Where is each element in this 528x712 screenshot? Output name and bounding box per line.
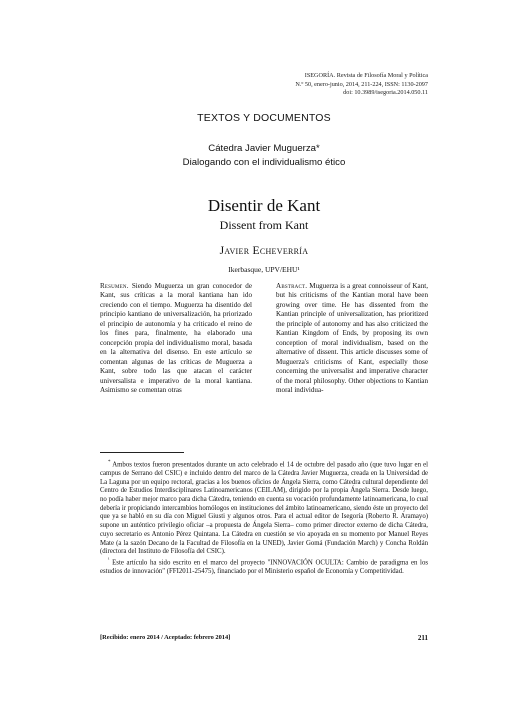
journal-name: ISEGORÍA. Revista de Filosofía Moral y Política xyxy=(304,72,428,79)
journal-issue: N.º 50, enero-junio, 2014, 211-224, ISSN: 1130-2097 xyxy=(295,80,428,88)
abstract-english-text: Muguerza is a great connoisseur of Kant, but his criticisms of the Kantian moral have been growing over time. He has dissented from the Kantian principle of universalization, has prioritized the principle of autonomy and has also criticized the Kantian Kingdom of Ends, by proposing its own conception of moral individualism, based on the alternative of dissent. This article discusses some of Muguerza's criticisms of Kant, especially those concerning the universalist and imperative character of the moral philosophy. Other objections to Kantian moral individua- xyxy=(276,282,428,394)
footnote-2-text: Este artículo ha sido escrito en el marco del proyecto "INNOVACIÓN OCULTA: Cambio de paradigma en los estudios de innovación" (FFI2011-25475), financiado por el Ministerio español de Economía y Competitividad. xyxy=(100,559,428,575)
chair-name: Cátedra Javier Muguerza* xyxy=(208,143,320,154)
journal-header xyxy=(228,72,428,98)
abstract-spanish-text: Siendo Muguerza un gran conocedor de Kant, sus críticas a la moral kantiana han ido creciendo con el tiempo. Muguerza ha disentido del principio kantiano de universalización, ha priorizado el principio de autonomía y ha criticado el reino de los fines para, finalmente, ha elaborado una concepción propia del individualismo moral, basada en la alternativa del disenso. En este artículo se comentan algunas de las críticas de Muguerza a Kant, sobre todo las que atacan el carácter universalista e imperativo de la moral kantiana. Asimismo se comentan otras xyxy=(100,282,252,394)
abstract-spanish-label: Resumen. xyxy=(100,282,129,290)
author-affiliation: Ikerbasque, UPV/EHU¹ xyxy=(228,265,300,274)
chair-block xyxy=(0,142,528,170)
received-accepted-dates: [Recibido: enero 2014 / Aceptado: febrero 2014] xyxy=(100,634,231,641)
footnote-2-marker: ¹ xyxy=(108,558,110,563)
journal-doi: doi: 10.3989/isegoria.2014.050.11 xyxy=(343,89,428,97)
footnote-1-text: Ambos textos fueron presentados durante un acto celebrado el 14 de octubre del pasado año (que tuvo lugar en el campus de Serrano del CSIC) e incluido dentro del marco de la Cátedra Javier Muguerza, creada en la Universidad de La Laguna por un equipo rectoral, gracias a los buenos oficios de Ángela Sierra, como Cátedra cultural dependiente del Centro de Estudios Interdisciplinares Latinoamericanos (CEILAM), dirigido por la propia Ángela Sierra. Desde luego, no podía haber mejor marco para dicha Cátedra, teniendo en cuenta su vocación profundamente latinoamericana, lo cual debería ir propiciando intercambios homólogos en instituciones del ámbito latinoamericano, siendo éste un proyecto del que ya se habló en su día con Miguel Giusti y algunos otros. Para el actual editor de Isegoría (Roberto R. Aramayo) supone un auténtico privilegio oficiar –a propuesta de Ángela Sierra– como primer director externo de dicha Cátedra, cuyo secretario es Antonio Pérez Quintana. La Cátedra en cuestión se vio apoyada en su momento por Manuel Reyes Mate (a la sazón Decano de la Facultad de Filosofía en la UNED), Javier Gomá (Fundación March) y Concha Roldán (directora del Instituto de Filosofía del CSIC). xyxy=(100,461,428,556)
abstract-english xyxy=(276,282,428,395)
article-subtitle-en: Dissent from Kant xyxy=(219,218,309,232)
author-name: Javier Echeverría xyxy=(219,245,309,257)
footnote-1 xyxy=(100,459,428,557)
page-footer xyxy=(100,634,428,644)
footnotes xyxy=(100,459,428,577)
abstract-spanish xyxy=(100,282,252,395)
chair-subtitle: Dialogando con el individualismo ético xyxy=(182,157,346,168)
footnote-divider xyxy=(100,452,184,453)
article-title: Disentir de Kant xyxy=(207,196,321,215)
abstract-english-label: Abstract. xyxy=(276,282,308,290)
page-number: 211 xyxy=(417,634,428,642)
footnote-1-marker: * xyxy=(108,460,111,465)
footnote-2 xyxy=(100,557,428,577)
section-title: TEXTOS Y DOCUMENTOS xyxy=(197,112,331,124)
